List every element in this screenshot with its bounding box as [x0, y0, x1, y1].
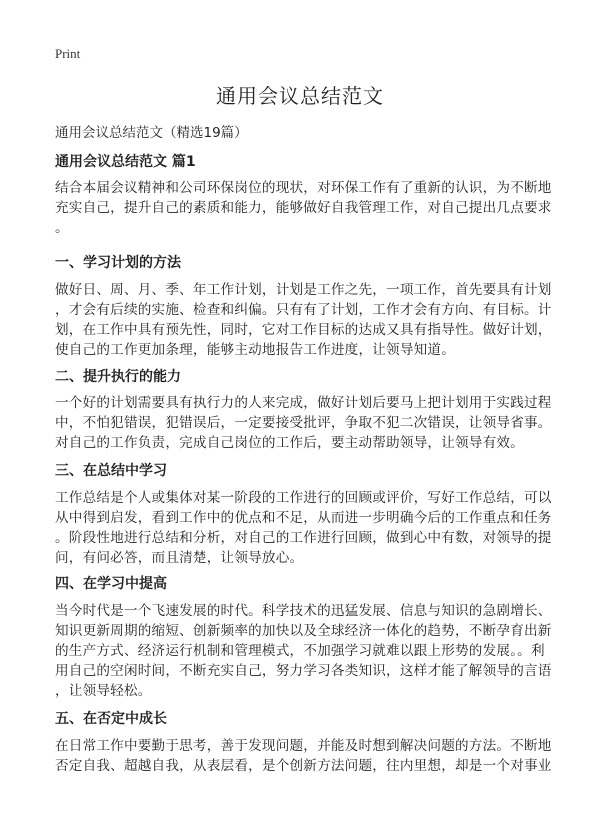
paragraph-line: 在日常工作中要勤于思考，善于发现问题，并能及时想到解决问题的方法。不断地 — [55, 738, 552, 754]
paragraph-line: 工作总结是个人或集体对某一阶段的工作进行的回顾或评价，写好工作总结，可以 — [55, 490, 552, 506]
section-heading: 四、在学习中提高 — [55, 576, 167, 592]
paragraph-line: 使自己的工作更加条理，能够主动地报告工作进度，让领导知道。 — [55, 342, 456, 358]
print-link[interactable]: Print — [55, 46, 81, 61]
section-heading: 一、学习计划的方法 — [55, 255, 181, 271]
article-heading: 通用会议总结范文 篇1 — [55, 154, 196, 170]
section-heading: 五、在否定中成长 — [55, 711, 167, 727]
subtitle: 通用会议总结范文（精选19篇） — [55, 125, 248, 141]
paragraph-line: 对自己的工作负责，完成自己岗位的工作后，要主动帮助领导，让领导有效。 — [55, 435, 524, 451]
paragraph-line: 划，在工作中具有预先性，同时，它对工作目标的达成又具有指导性。做好计划， — [55, 322, 552, 338]
paragraph-line: 。 — [55, 220, 69, 236]
paragraph-line: 中，不怕犯错误，犯错误后，一定要接受批评，争取不犯二次错误，让领导省事。 — [55, 415, 552, 431]
paragraph-line: 问，有问必答，而且清楚，让领导放心。 — [55, 550, 304, 566]
paragraph-line: 从中得到启发，看到工作中的优点和不足，从而进一步明确今后的工作重点和任务 — [55, 510, 552, 526]
paragraph-line: ，才会有后续的实施、检查和纠偏。只有有了计划，工作才会有方向、有目标。计 — [55, 302, 552, 318]
paragraph-line: 。阶段性地进行总结和分析，对自己的工作进行回顾，做到心中有数，对领导的提 — [55, 530, 552, 546]
section-heading: 二、提升执行的能力 — [55, 369, 181, 385]
paragraph-line: 的生产方式、经济运行机制和管理模式，不加强学习就难以跟上形势的发展。。利 — [55, 643, 545, 659]
page-title: 通用会议总结范文 — [216, 84, 384, 108]
paragraph-line: 充实自己，提升自己的素质和能力，能够做好自我管理工作，对自己提出几点要求 — [55, 200, 552, 216]
section-heading: 三、在总结中学习 — [55, 463, 167, 479]
paragraph-line: 一个好的计划需要具有执行力的人来完成，做好计划后要马上把计划用于实践过程 — [55, 395, 552, 411]
paragraph-line: 否定自我、超越自我，从表层看，是个创新方法问题，往内里想，却是一个对事业 — [55, 758, 552, 774]
paragraph-line: 结合本届会议精神和公司环保岗位的现状，对环保工作有了重新的认识，为不断地 — [55, 180, 552, 196]
paragraph-line: 做好日、周、月、季、年工作计划，计划是工作之先，一项工作，首先要具有计划 — [55, 282, 552, 298]
paragraph-line: ，让领导轻松。 — [55, 683, 152, 699]
paragraph-line: 用自己的空闲时间，不断充实自己，努力学习各类知识，这样才能了解领导的言语 — [55, 663, 552, 679]
paragraph-line: 知识更新周期的缩短、创新频率的加快以及全球经济一体化的趋势，不断孕育出新 — [55, 623, 552, 639]
paragraph-line: 当今时代是一个飞速发展的时代。科学技术的迅猛发展、信息与知识的急剧增长、 — [55, 603, 552, 619]
